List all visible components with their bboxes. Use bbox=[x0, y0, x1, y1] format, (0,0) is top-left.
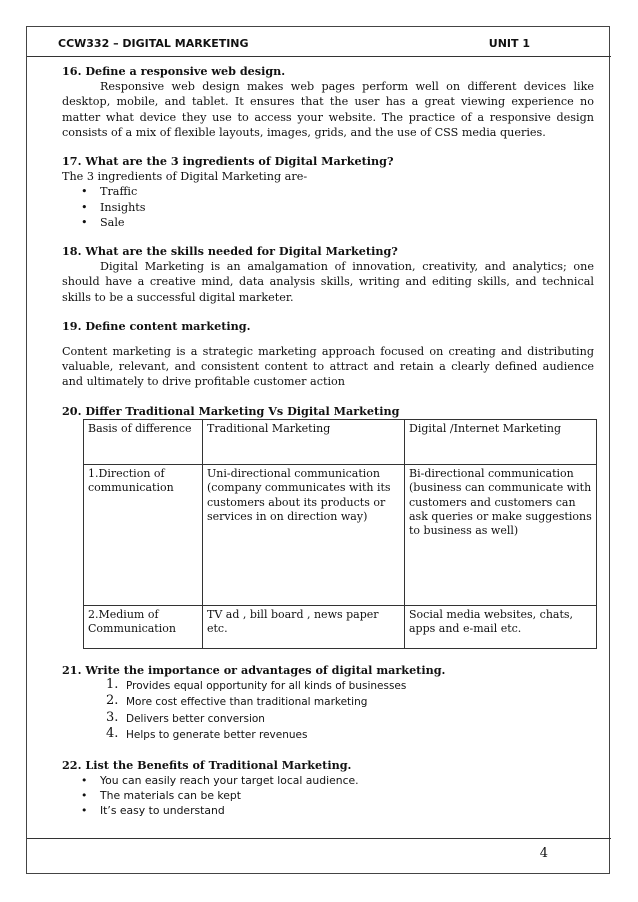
table-cell: 2.Medium of Communication bbox=[84, 605, 203, 648]
list-item: • You can easily reach your target local audience. bbox=[62, 773, 594, 788]
list-item: • Sale bbox=[62, 215, 594, 230]
question-21-title: 21. Write the importance or advantages of digital marketing. bbox=[62, 662, 446, 677]
table-cell: Uni-directional communication (company communicates with its customers about its products or services in on direction way) bbox=[203, 464, 405, 605]
course-title: CCW332 – DIGITAL MARKETING bbox=[58, 37, 249, 50]
table-cell: 1.Direction of communication bbox=[84, 464, 203, 605]
question-18-title: 18. What are the skills needed for Digital Marketing? bbox=[62, 244, 398, 259]
list-number: 3. bbox=[106, 709, 119, 725]
question-18-answer: Digital Marketing is an amalgamation of innovation, creativity, and analytics; one should have a creative mind, data analysis skills, writing and editing skills, and technical skills to be a successful digital marketer. bbox=[62, 260, 594, 304]
table-row bbox=[84, 605, 597, 648]
table-header-row bbox=[84, 419, 597, 464]
table-header-cell: Digital /Internet Marketing bbox=[405, 419, 597, 464]
question-19-title: 19. Define content marketing. bbox=[62, 318, 251, 333]
list-item bbox=[62, 678, 594, 694]
page-header bbox=[58, 37, 578, 51]
page-number: 4 bbox=[539, 846, 548, 861]
list-item: • It’s easy to understand bbox=[62, 803, 594, 818]
table-header-cell: Basis of difference bbox=[84, 419, 203, 464]
advantages-list bbox=[62, 678, 594, 744]
list-text: Delivers better conversion bbox=[126, 712, 265, 725]
list-number: 2. bbox=[106, 693, 119, 709]
question-17-intro: The 3 ingredients of Digital Marketing are- bbox=[62, 170, 308, 184]
question-16-answer: Responsive web design makes web pages perform well on different devices like desktop, mobile, and tablet. It ensures that the user has a great viewing experience no matter what device they use to access your website. The practice of a responsive design consists of a mix of flexible layouts, images, grids, and the use of CSS media queries. bbox=[62, 80, 594, 139]
list-item: • Insights bbox=[62, 200, 594, 215]
list-item: • The materials can be kept bbox=[62, 788, 594, 803]
list-text: Helps to generate better revenues bbox=[126, 729, 308, 742]
list-number: 1. bbox=[106, 677, 119, 693]
question-16-title: 16. Define a responsive web design. bbox=[62, 64, 286, 78]
list-text: More cost effective than traditional marketing bbox=[126, 696, 368, 709]
list-item: • Traffic bbox=[62, 184, 594, 199]
ingredients-list bbox=[62, 184, 594, 230]
table-cell: Bi-directional communication (business can communicate with customers and customers can ask queries or make suggestions to business as well) bbox=[405, 464, 597, 605]
question-17-title: 17. What are the 3 ingredients of Digital Marketing? bbox=[62, 154, 394, 169]
question-20-title: 20. Differ Traditional Marketing Vs Digital Marketing bbox=[62, 403, 400, 418]
table-header-cell: Traditional Marketing bbox=[203, 419, 405, 464]
header-rule bbox=[27, 56, 611, 57]
question-22-title: 22. List the Benefits of Traditional Marketing. bbox=[62, 757, 352, 772]
list-item bbox=[62, 694, 594, 710]
table-row bbox=[84, 464, 597, 605]
list-item bbox=[62, 727, 594, 743]
table-cell: Social media websites, chats, apps and e-mail etc. bbox=[405, 605, 597, 648]
unit-label: UNIT 1 bbox=[488, 37, 530, 50]
footer-rule bbox=[27, 838, 611, 839]
comparison-table bbox=[83, 419, 597, 649]
list-number: 4. bbox=[106, 726, 119, 742]
list-text: Provides equal opportunity for all kinds of businesses bbox=[126, 680, 407, 693]
benefits-list bbox=[62, 773, 594, 819]
table-cell: TV ad , bill board , news paper etc. bbox=[203, 605, 405, 648]
document-body bbox=[62, 64, 594, 819]
question-19-answer: Content marketing is a strategic marketing approach focused on creating and distributing valuable, relevant, and consistent content to attract and retain a clearly defined audience and ultimately to drive profitable customer action bbox=[62, 345, 594, 389]
list-item bbox=[62, 711, 594, 727]
